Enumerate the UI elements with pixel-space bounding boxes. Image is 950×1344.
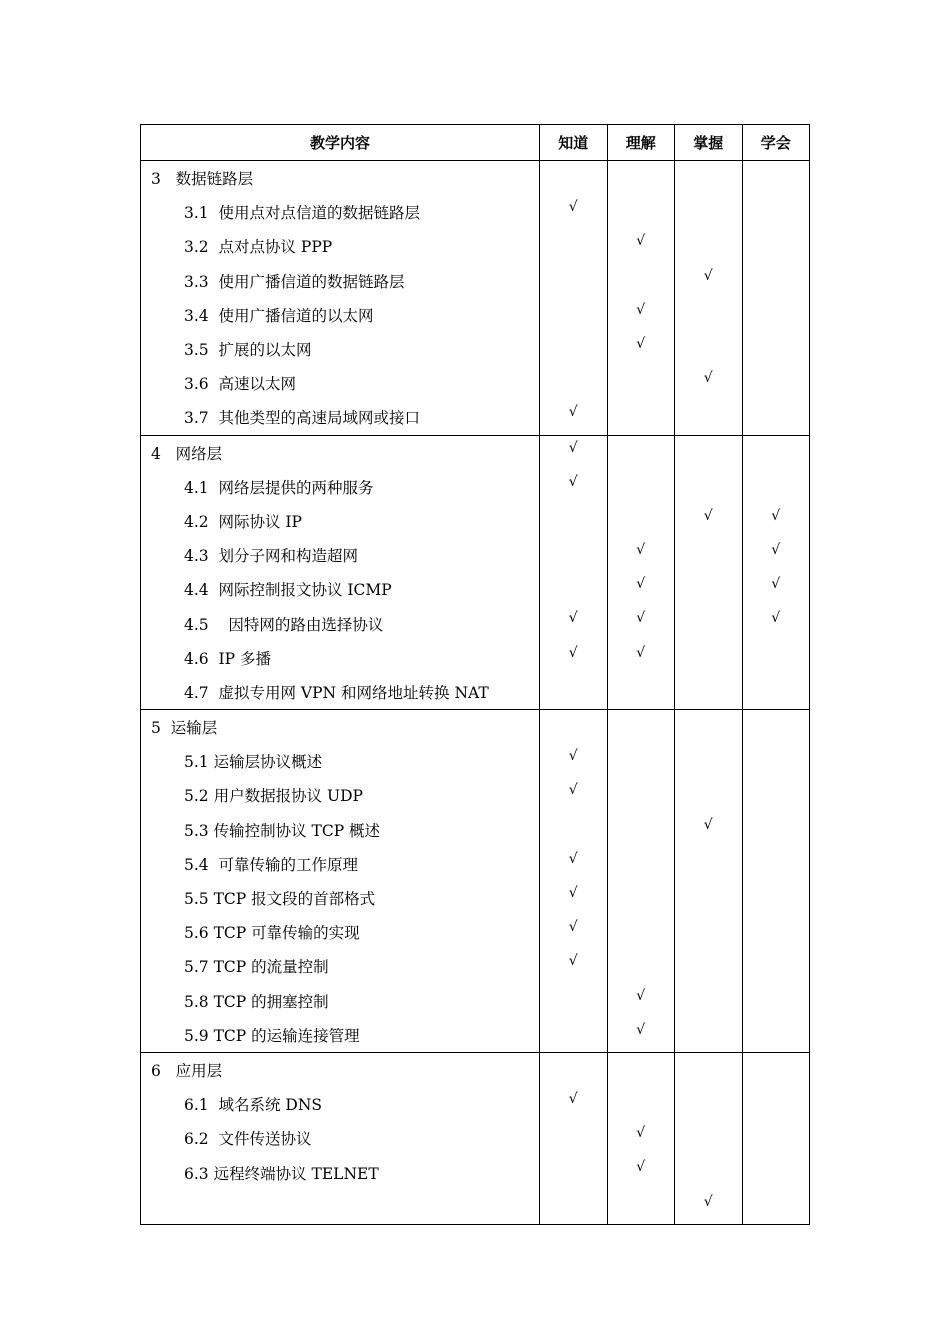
empty-mark xyxy=(608,744,675,778)
empty-mark xyxy=(743,710,810,744)
topic-row: 5.6 TCP 可靠传输的实现 xyxy=(184,924,360,943)
topic-row: 5.9 TCP 的运输连接管理 xyxy=(184,1026,360,1045)
check-mark: √ xyxy=(636,1125,646,1142)
table-section xyxy=(141,710,809,1053)
course-content-table xyxy=(140,124,810,1225)
empty-mark xyxy=(540,710,607,744)
level-column xyxy=(607,710,675,1052)
check-mark: √ xyxy=(636,987,646,1004)
check-mark: √ xyxy=(636,542,646,559)
check-mark: √ xyxy=(636,644,646,661)
check-mark: √ xyxy=(703,1193,713,1210)
section-title: 3 数据链路层 xyxy=(151,170,254,189)
topic-row: 4.1 网络层提供的两种服务 xyxy=(184,478,374,497)
empty-mark xyxy=(743,915,810,949)
table-header-row xyxy=(141,125,809,161)
empty-mark xyxy=(675,572,742,606)
empty-mark xyxy=(608,436,675,470)
empty-mark xyxy=(540,984,607,1018)
check-mark: √ xyxy=(636,335,646,352)
empty-mark xyxy=(743,1155,810,1189)
header-learn: 学会 xyxy=(742,125,810,160)
topic-row: 5.2 用户数据报协议 UDP xyxy=(184,787,363,806)
level-column xyxy=(742,161,810,435)
topic-row: 3.2 点对点协议 PPP xyxy=(184,238,333,257)
check-mark: √ xyxy=(568,850,578,867)
table-section xyxy=(141,436,809,711)
level-column xyxy=(539,161,607,435)
empty-mark xyxy=(743,229,810,263)
topic-row: 5.1 运输层协议概述 xyxy=(184,753,323,772)
check-mark: √ xyxy=(703,816,713,833)
level-column xyxy=(674,710,742,1052)
check-mark: √ xyxy=(771,507,781,524)
check-mark: √ xyxy=(703,507,713,524)
empty-mark xyxy=(675,195,742,229)
topic-row: 5.4 可靠传输的工作原理 xyxy=(184,855,359,874)
empty-mark xyxy=(675,847,742,881)
empty-mark xyxy=(675,470,742,504)
empty-mark xyxy=(675,436,742,470)
topic-row xyxy=(141,1190,539,1224)
empty-mark xyxy=(743,813,810,847)
empty-mark xyxy=(608,813,675,847)
empty-mark xyxy=(675,606,742,640)
level-column xyxy=(742,436,810,710)
topic-row: 3.4 使用广播信道的以太网 xyxy=(184,306,374,325)
empty-mark xyxy=(540,813,607,847)
empty-mark xyxy=(675,641,742,675)
topic-row: 4.2 网际协议 IP xyxy=(184,512,302,531)
empty-mark xyxy=(675,744,742,778)
empty-mark xyxy=(675,1053,742,1087)
empty-mark xyxy=(608,881,675,915)
empty-mark xyxy=(540,229,607,263)
topic-row: 4.5 因特网的路由选择协议 xyxy=(184,615,384,634)
empty-mark xyxy=(608,675,675,709)
check-mark: √ xyxy=(636,610,646,627)
level-column xyxy=(607,1053,675,1224)
empty-mark xyxy=(743,675,810,709)
check-mark: √ xyxy=(568,782,578,799)
check-mark: √ xyxy=(771,610,781,627)
level-column xyxy=(742,1053,810,1224)
table-section xyxy=(141,161,809,436)
level-column xyxy=(607,161,675,435)
check-mark: √ xyxy=(568,953,578,970)
empty-mark xyxy=(608,504,675,538)
check-mark: √ xyxy=(636,1021,646,1038)
empty-mark xyxy=(743,195,810,229)
topic-row: 3.1 使用点对点信道的数据链路层 xyxy=(184,204,421,223)
check-mark: √ xyxy=(771,542,781,559)
section-title: 4 网络层 xyxy=(151,444,223,463)
level-column xyxy=(742,710,810,1052)
topic-row: 5.7 TCP 的流量控制 xyxy=(184,958,329,977)
empty-mark xyxy=(675,229,742,263)
empty-mark xyxy=(675,538,742,572)
empty-mark xyxy=(743,400,810,434)
header-content: 教学内容 xyxy=(309,134,370,152)
level-column xyxy=(539,436,607,710)
empty-mark xyxy=(540,1018,607,1052)
section-title: 5 运输层 xyxy=(151,719,218,738)
topic-row: 4.7 虚拟专用网 VPN 和网络地址转换 NAT xyxy=(184,683,489,702)
topic-row: 3.5 扩展的以太网 xyxy=(184,341,312,360)
empty-mark xyxy=(608,710,675,744)
empty-mark xyxy=(743,984,810,1018)
topic-row: 3.3 使用广播信道的数据链路层 xyxy=(184,272,405,291)
empty-mark xyxy=(743,1121,810,1155)
empty-mark xyxy=(540,1155,607,1189)
empty-mark xyxy=(608,1053,675,1087)
empty-mark xyxy=(540,1190,607,1224)
check-mark: √ xyxy=(568,404,578,421)
empty-mark xyxy=(540,366,607,400)
topic-row: 5.8 TCP 的拥塞控制 xyxy=(184,992,329,1011)
check-mark: √ xyxy=(568,919,578,936)
empty-mark xyxy=(743,1053,810,1087)
header-know: 知道 xyxy=(539,125,607,160)
topic-row: 6.3 远程终端协议 TELNET xyxy=(184,1164,379,1183)
check-mark: √ xyxy=(568,1091,578,1108)
check-mark: √ xyxy=(636,1159,646,1176)
content-column xyxy=(141,710,539,1052)
topic-row: 4.6 IP 多播 xyxy=(184,649,271,668)
empty-mark xyxy=(608,1087,675,1121)
empty-mark xyxy=(743,744,810,778)
empty-mark xyxy=(675,949,742,983)
empty-mark xyxy=(743,949,810,983)
content-column xyxy=(141,161,539,435)
empty-mark xyxy=(608,264,675,298)
check-mark: √ xyxy=(636,576,646,593)
empty-mark xyxy=(675,984,742,1018)
level-column xyxy=(607,436,675,710)
empty-mark xyxy=(608,847,675,881)
topic-row: 4.3 划分子网和构造超网 xyxy=(184,547,359,566)
empty-mark xyxy=(743,641,810,675)
topic-row: 4.4 网际控制报文协议 ICMP xyxy=(184,581,392,600)
section-title: 6 应用层 xyxy=(151,1061,223,1080)
level-column xyxy=(674,161,742,435)
empty-mark xyxy=(675,332,742,366)
empty-mark xyxy=(675,161,742,195)
check-mark: √ xyxy=(568,199,578,216)
empty-mark xyxy=(608,161,675,195)
empty-mark xyxy=(675,915,742,949)
check-mark: √ xyxy=(703,267,713,284)
check-mark: √ xyxy=(568,473,578,490)
empty-mark xyxy=(540,675,607,709)
empty-mark xyxy=(675,298,742,332)
empty-mark xyxy=(675,1155,742,1189)
topic-row: 6.1 域名系统 DNS xyxy=(184,1096,323,1115)
check-mark: √ xyxy=(568,610,578,627)
level-column xyxy=(674,436,742,710)
empty-mark xyxy=(675,675,742,709)
table-body xyxy=(141,161,809,1224)
check-mark: √ xyxy=(568,748,578,765)
empty-mark xyxy=(743,1087,810,1121)
topic-row: 5.3 传输控制协议 TCP 概述 xyxy=(184,821,381,840)
empty-mark xyxy=(608,470,675,504)
topic-row: 3.7 其他类型的高速局域网或接口 xyxy=(184,409,421,428)
empty-mark xyxy=(540,538,607,572)
empty-mark xyxy=(743,298,810,332)
empty-mark xyxy=(608,915,675,949)
table-section xyxy=(141,1053,809,1224)
empty-mark xyxy=(608,1190,675,1224)
topic-row: 5.5 TCP 报文段的首部格式 xyxy=(184,890,376,909)
level-column xyxy=(539,710,607,1052)
empty-mark xyxy=(675,1121,742,1155)
empty-mark xyxy=(743,1018,810,1052)
empty-mark xyxy=(540,1121,607,1155)
empty-mark xyxy=(675,1087,742,1121)
empty-mark xyxy=(675,881,742,915)
empty-mark xyxy=(743,847,810,881)
topic-row: 3.6 高速以太网 xyxy=(184,375,297,394)
empty-mark xyxy=(743,161,810,195)
empty-mark xyxy=(540,572,607,606)
empty-mark xyxy=(608,195,675,229)
empty-mark xyxy=(675,710,742,744)
level-column xyxy=(539,1053,607,1224)
check-mark: √ xyxy=(568,644,578,661)
topic-row: 6.2 文件传送协议 xyxy=(184,1130,312,1149)
header-master: 掌握 xyxy=(674,125,742,160)
empty-mark xyxy=(675,400,742,434)
empty-mark xyxy=(743,881,810,915)
empty-mark xyxy=(540,1053,607,1087)
level-column xyxy=(674,1053,742,1224)
empty-mark xyxy=(743,366,810,400)
empty-mark xyxy=(743,1190,810,1224)
check-mark: √ xyxy=(568,439,578,456)
empty-mark xyxy=(540,332,607,366)
empty-mark xyxy=(540,504,607,538)
empty-mark xyxy=(540,298,607,332)
empty-mark xyxy=(608,400,675,434)
empty-mark xyxy=(608,949,675,983)
empty-mark xyxy=(743,436,810,470)
empty-mark xyxy=(743,470,810,504)
check-mark: √ xyxy=(636,233,646,250)
empty-mark xyxy=(743,264,810,298)
empty-mark xyxy=(743,778,810,812)
empty-mark xyxy=(743,332,810,366)
empty-mark xyxy=(675,778,742,812)
empty-mark xyxy=(540,161,607,195)
check-mark: √ xyxy=(771,576,781,593)
header-understand: 理解 xyxy=(607,125,675,160)
check-mark: √ xyxy=(703,370,713,387)
empty-mark xyxy=(608,366,675,400)
empty-mark xyxy=(675,1018,742,1052)
check-mark: √ xyxy=(568,884,578,901)
empty-mark xyxy=(540,264,607,298)
check-mark: √ xyxy=(636,301,646,318)
empty-mark xyxy=(608,778,675,812)
content-column xyxy=(141,1053,539,1224)
content-column xyxy=(141,436,539,710)
